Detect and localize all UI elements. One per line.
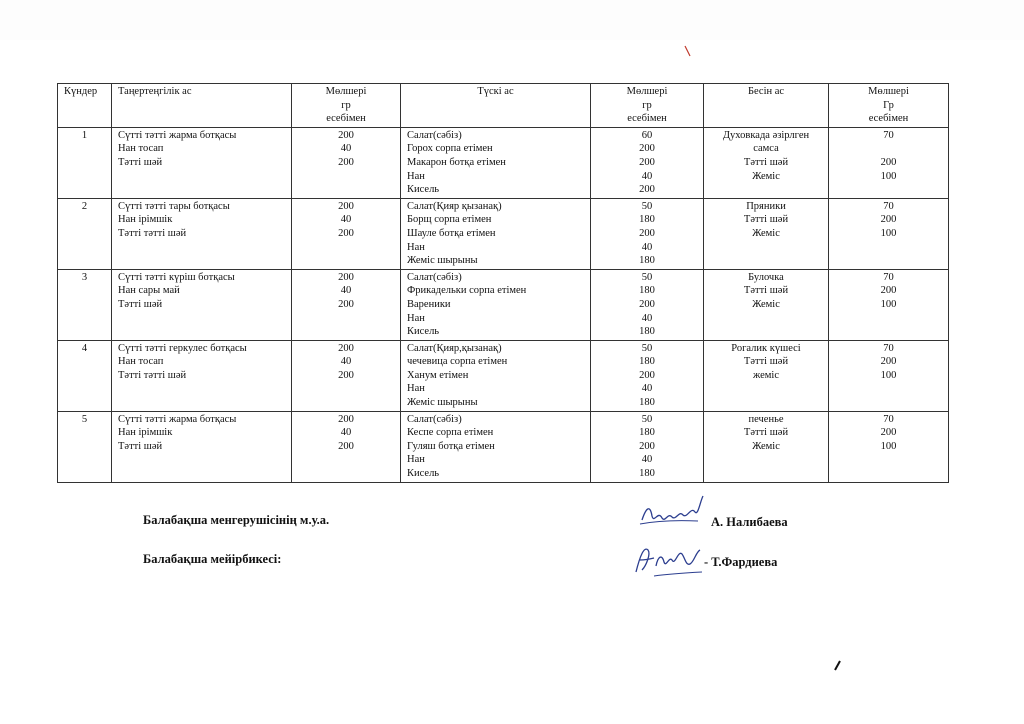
cell-line: Вареники: [407, 298, 451, 310]
cell-line: 50: [641, 413, 653, 425]
snack-amount-cell: [829, 340, 949, 411]
cell-line: 200: [338, 200, 354, 212]
director-name: А. Налибаева: [711, 515, 788, 529]
cell-line: Кисель: [407, 468, 440, 480]
header-amount-line: Мөлшері: [626, 86, 668, 97]
cell-line: жеміс: [753, 369, 779, 381]
header-amount-line: Гр: [883, 99, 894, 111]
header-breakfast-amount: [292, 84, 401, 128]
day-number: 4: [81, 342, 88, 354]
header-amount-line: есебімен: [868, 113, 909, 125]
breakfast-cell: [112, 198, 292, 269]
cell-line: 40: [340, 427, 352, 439]
header-lunch: Түскі ас: [401, 84, 591, 128]
breakfast-amount-cell: [292, 198, 401, 269]
cell-line: Нан ірімшік: [118, 427, 173, 439]
snack-cell: [704, 269, 829, 340]
cell-line: Рогалик күшесі: [731, 342, 801, 354]
cell-line: 200: [880, 285, 897, 297]
cell-line: Жеміс: [752, 170, 780, 182]
cell-line: Кисель: [407, 326, 440, 338]
cell-line: 40: [340, 143, 352, 155]
cell-line: 200: [338, 227, 354, 239]
snack-cell: [704, 411, 829, 482]
cell-line: 200: [639, 227, 655, 239]
cell-line: Тәтті шәй: [743, 214, 789, 226]
cell-line: Сүтті тәтті жарма ботқасы: [118, 129, 237, 141]
cell-line: Тәтті шәй: [118, 156, 163, 168]
cell-line: печенье: [748, 413, 784, 425]
table-row: [58, 340, 949, 411]
cell-line: 200: [880, 356, 897, 368]
breakfast-amount-cell: [292, 127, 401, 198]
table-row: [58, 127, 949, 198]
cell-line: Ханум етімен: [407, 369, 469, 381]
cell-line: Кеспе сорпа етімен: [407, 427, 494, 439]
table-row: [58, 198, 949, 269]
cell-line: Нан сары май: [118, 285, 180, 297]
pen-mark-top: [682, 44, 694, 60]
cell-line: Салат(Қияр қызанақ): [407, 200, 502, 212]
cell-line: 40: [340, 356, 352, 368]
header-amount-line: гр: [642, 99, 652, 111]
snack-amount-cell: [829, 127, 949, 198]
cell-line: Гуляш ботқа етімен: [407, 440, 495, 452]
cell-line: 40: [641, 241, 653, 253]
lunch-amount-cell: [591, 340, 704, 411]
day-cell: [58, 340, 112, 411]
cell-line: 50: [641, 342, 653, 354]
table-header-row: [58, 84, 949, 128]
cell-line: Нан ірімшік: [118, 214, 173, 226]
cell-line: 100: [880, 440, 897, 452]
day-number: 2: [81, 200, 88, 212]
cell-line: 200: [338, 369, 354, 381]
cell-line: 200: [880, 427, 897, 439]
cell-line: Тәтті тәтті шәй: [118, 227, 187, 239]
header-amount-line: гр: [341, 99, 351, 111]
cell-line: Жеміс: [752, 440, 780, 452]
cell-line: 200: [639, 440, 655, 452]
cell-line: Жеміс: [752, 298, 780, 310]
cell-line: Жеміс шырыны: [407, 397, 478, 409]
cell-line: 40: [641, 170, 653, 182]
table-row: [58, 269, 949, 340]
day-number: 5: [81, 413, 88, 425]
menu-table: [57, 83, 949, 483]
day-cell: [58, 127, 112, 198]
cell-line: 200: [338, 156, 354, 168]
cell-line: 70: [883, 413, 894, 425]
cell-line: Горох сорпа етімен: [407, 143, 493, 155]
cell-line: 70: [883, 200, 894, 212]
cell-line: 200: [338, 342, 354, 354]
header-amount-line: есебімен: [627, 113, 667, 125]
cell-line: 60: [641, 129, 653, 141]
header-lunch-amount: [591, 84, 704, 128]
table-row: [58, 411, 949, 482]
cell-line: Сүтті тәтті жарма ботқасы: [118, 413, 237, 425]
lunch-amount-cell: [591, 198, 704, 269]
cell-line: чечевица сорпа етімен: [407, 356, 508, 368]
cell-line: 200: [338, 129, 354, 141]
cell-line: 200: [639, 369, 655, 381]
cell-line: Тәтті шәй: [743, 156, 789, 168]
day-number: 3: [81, 271, 88, 283]
header-snack: Бесін ас: [704, 84, 829, 128]
cell-line: Пряники: [746, 200, 786, 212]
cell-line: Сүтті тәтті геркулес ботқасы: [118, 342, 247, 354]
cell-line: 200: [338, 298, 354, 310]
cell-line: 200: [639, 184, 655, 196]
cell-line: 40: [641, 383, 653, 395]
cell-line: 180: [639, 255, 655, 267]
cell-line: Борщ сорпа етімен: [407, 214, 492, 226]
cell-line: 200: [338, 440, 354, 452]
lunch-cell: [401, 411, 591, 482]
nurse-signature: [628, 536, 706, 580]
cell-line: 200: [639, 143, 655, 155]
breakfast-cell: [112, 340, 292, 411]
director-label: Балабақша менгерушісінің м.у.а.: [143, 513, 330, 527]
breakfast-cell: [112, 127, 292, 198]
header-snack-amount: [829, 84, 949, 128]
cell-line: Тәтті тәтті шәй: [118, 369, 187, 381]
cell-line: 200: [880, 214, 897, 226]
cell-line: Нан: [407, 241, 425, 253]
nurse-name: - Т.Фардиева: [704, 555, 778, 569]
cell-line: 180: [639, 356, 655, 368]
cell-line: 50: [641, 200, 653, 212]
cell-line: Сүтті тәтті тары ботқасы: [118, 200, 230, 212]
breakfast-cell: [112, 411, 292, 482]
pen-mark-bottom: [832, 658, 844, 674]
cell-line: Салат(Қияр,қызанақ): [407, 342, 502, 354]
cell-line: 180: [639, 214, 655, 226]
cell-line: Жеміс шырыны: [407, 255, 478, 267]
cell-line: Нан: [407, 312, 425, 324]
cell-line: самса: [753, 143, 779, 155]
cell-line: Тәтті шәй: [743, 427, 789, 439]
cell-line: Шауле ботқа етімен: [407, 227, 496, 239]
cell-line: 200: [639, 298, 655, 310]
cell-line: 40: [641, 312, 653, 324]
cell-line: 180: [639, 326, 655, 338]
lunch-cell: [401, 340, 591, 411]
cell-line: Салат(сәбіз): [407, 413, 462, 425]
cell-line: Макарон ботқа етімен: [407, 156, 506, 168]
breakfast-amount-cell: [292, 340, 401, 411]
cell-line: Сүтті тәтті күріш ботқасы: [118, 271, 235, 283]
lunch-amount-cell: [591, 127, 704, 198]
cell-line: 180: [639, 427, 655, 439]
cell-line: 70: [883, 129, 894, 141]
header-days: Күндер: [58, 84, 112, 128]
page-top-margin: [0, 0, 1024, 40]
cell-line: Тәтті шәй: [118, 298, 163, 310]
cell-line: 200: [338, 271, 354, 283]
cell-line: [832, 142, 945, 156]
cell-line: Жеміс: [752, 227, 780, 239]
day-cell: [58, 198, 112, 269]
cell-line: 50: [641, 271, 653, 283]
cell-line: 200: [639, 156, 655, 168]
cell-line: Фрикадельки сорпа етімен: [407, 285, 527, 297]
director-signature: [636, 490, 708, 534]
header-breakfast: Таңертеңгілік ас: [112, 84, 292, 128]
cell-line: Нан тосап: [118, 143, 164, 155]
snack-cell: [704, 198, 829, 269]
breakfast-amount-cell: [292, 269, 401, 340]
cell-line: Нан: [407, 170, 425, 182]
cell-line: 100: [880, 170, 897, 182]
snack-amount-cell: [829, 198, 949, 269]
cell-line: 180: [639, 468, 655, 480]
snack-amount-cell: [829, 269, 949, 340]
cell-line: 180: [639, 285, 655, 297]
day-cell: [58, 411, 112, 482]
cell-line: Духовкада әзірлген: [722, 129, 810, 141]
cell-line: 100: [880, 298, 897, 310]
cell-line: Салат(сәбіз): [407, 129, 462, 141]
cell-line: 200: [880, 156, 897, 168]
breakfast-cell: [112, 269, 292, 340]
day-cell: [58, 269, 112, 340]
nurse-label: Балабақша мейірбикесі:: [143, 552, 282, 566]
lunch-cell: [401, 269, 591, 340]
cell-line: Нан тосап: [118, 356, 164, 368]
cell-line: 40: [340, 285, 352, 297]
cell-line: 70: [883, 271, 894, 283]
header-amount-line: Мөлшері: [868, 86, 909, 97]
snack-cell: [704, 340, 829, 411]
lunch-amount-cell: [591, 269, 704, 340]
header-amount-line: есебімен: [326, 113, 366, 125]
cell-line: 70: [883, 342, 894, 354]
cell-line: Нан: [407, 383, 425, 395]
cell-line: Тәтті шәй: [743, 285, 789, 297]
lunch-cell: [401, 127, 591, 198]
cell-line: 100: [880, 369, 897, 381]
cell-line: 180: [639, 397, 655, 409]
table-body: [58, 127, 949, 482]
header-amount-line: Мөлшері: [325, 86, 367, 97]
cell-line: 200: [338, 413, 354, 425]
cell-line: Кисель: [407, 184, 440, 196]
lunch-cell: [401, 198, 591, 269]
snack-cell: [704, 127, 829, 198]
cell-line: Салат(сәбіз): [407, 271, 462, 283]
cell-line: 40: [340, 214, 352, 226]
snack-amount-cell: [829, 411, 949, 482]
cell-line: 100: [880, 227, 897, 239]
breakfast-amount-cell: [292, 411, 401, 482]
lunch-amount-cell: [591, 411, 704, 482]
cell-line: Тәтті шәй: [743, 356, 789, 368]
cell-line: 40: [641, 454, 653, 466]
day-number: 1: [81, 129, 88, 141]
cell-line: Тәтті шәй: [118, 440, 163, 452]
cell-line: Булочка: [748, 271, 784, 283]
cell-line: Нан: [407, 454, 425, 466]
